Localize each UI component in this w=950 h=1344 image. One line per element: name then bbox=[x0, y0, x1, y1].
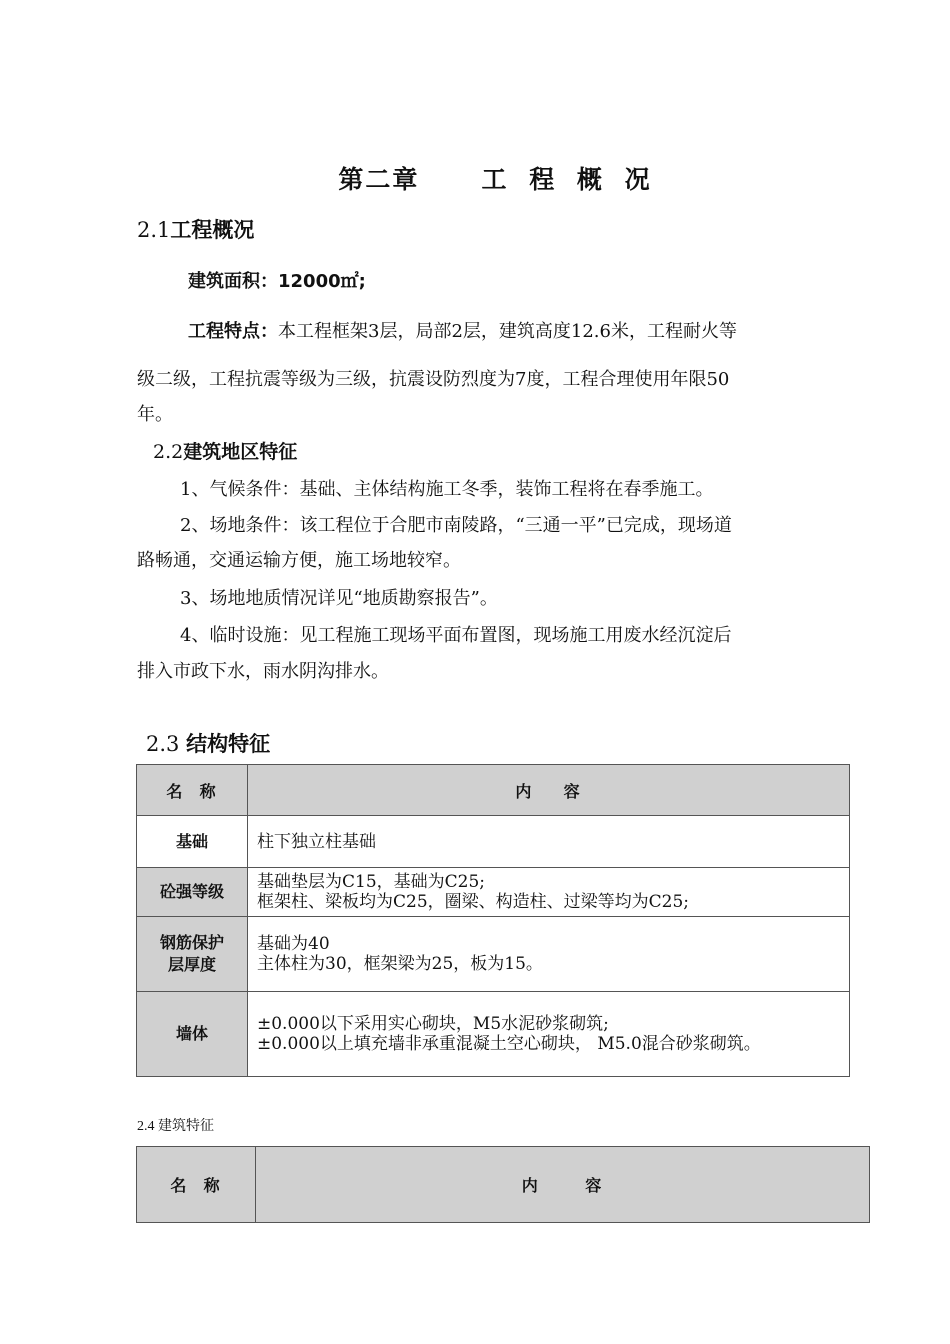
section-2-3-heading bbox=[146, 728, 270, 758]
project-features-label: 工程特点： bbox=[188, 321, 278, 342]
table-header-row bbox=[137, 1147, 870, 1223]
section-title: 结构特征 bbox=[186, 732, 271, 756]
structure-table bbox=[136, 764, 850, 1077]
table-row bbox=[137, 917, 850, 992]
section-title: 建筑地区特征 bbox=[183, 441, 298, 463]
project-features-line-2: 级二级，工程抗震等级为三级，抗震设防烈度为7度，工程合理使用年限50 bbox=[137, 369, 730, 390]
building-features-table bbox=[136, 1146, 870, 1223]
site-condition-item-line-2: 路畅通，交通运输方便，施工场地较窄。 bbox=[137, 550, 461, 571]
section-number: 2.3 bbox=[146, 732, 180, 756]
chapter-title: 第二章 工 程 概 况 bbox=[338, 165, 652, 194]
temporary-facilities-item-line-1: 4、临时设施：见工程施工现场平面布置图，现场施工用废水经沉淀后 bbox=[180, 625, 732, 646]
section-number: 2.1 bbox=[137, 218, 171, 242]
project-features-line-3: 年。 bbox=[137, 404, 173, 425]
geology-item: 3、场地地质情况详见“地质勘察报告”。 bbox=[180, 588, 498, 609]
table-row bbox=[137, 816, 850, 868]
header-content-cell: 内 容 bbox=[256, 1147, 870, 1223]
site-condition-item-line-1: 2、场地条件：该工程位于合肥市南陵路，“三通一平”已完成，现场道 bbox=[180, 515, 732, 536]
row-content-cell bbox=[248, 816, 850, 868]
row-name-cell: 基础 bbox=[137, 816, 248, 868]
table-header-row bbox=[137, 765, 850, 816]
content-line: 主体柱为30，框架梁为25，板为15。 bbox=[257, 954, 543, 974]
content-line: ±0.000以下采用实心砌块，M5水泥砂浆砌筑; bbox=[257, 1014, 609, 1034]
project-features-text-1: 本工程框架3层，局部2层，建筑高度12.6米，工程耐火等 bbox=[278, 321, 737, 342]
section-title: 工程概况 bbox=[170, 218, 255, 242]
table-row bbox=[137, 868, 850, 917]
row-content-cell bbox=[248, 992, 850, 1077]
content-line: 基础为40 bbox=[257, 934, 330, 954]
row-name-line: 钢筋保护 bbox=[159, 933, 224, 952]
row-content-cell bbox=[248, 868, 850, 917]
header-name-cell: 名 称 bbox=[137, 765, 248, 816]
climate-item: 1、气候条件：基础、主体结构施工冬季，装饰工程将在春季施工。 bbox=[180, 479, 714, 500]
section-number: 2.2 bbox=[153, 441, 184, 463]
row-content-cell bbox=[248, 917, 850, 992]
row-name-cell bbox=[137, 917, 248, 992]
content-line: 框架柱、梁板均为C25，圈梁、构造柱、过梁等均为C25; bbox=[257, 892, 690, 912]
header-name-cell: 名 称 bbox=[137, 1147, 256, 1223]
building-area-label: 建筑面积： bbox=[188, 271, 278, 292]
temporary-facilities-item-line-2: 排入市政下水，雨水阴沟排水。 bbox=[137, 661, 389, 682]
content-line: ±0.000以上填充墙非承重混凝土空心砌块， M5.0混合砂浆砌筑。 bbox=[257, 1034, 761, 1054]
section-2-4-caption: 2.4 建筑特征 bbox=[137, 1119, 214, 1134]
row-name-cell: 砼强等级 bbox=[137, 868, 248, 917]
row-name-cell: 墙体 bbox=[137, 992, 248, 1077]
section-2-2-heading bbox=[153, 437, 297, 464]
content-line: 基础垫层为C15，基础为C25; bbox=[257, 872, 486, 892]
project-features-line-1 bbox=[188, 317, 737, 343]
building-area-line bbox=[188, 267, 366, 293]
header-content-cell: 内 容 bbox=[248, 765, 850, 816]
row-name-line: 层厚度 bbox=[167, 955, 216, 974]
section-2-1-heading bbox=[137, 214, 254, 244]
building-area-value: 12000㎡; bbox=[278, 271, 366, 292]
table-row bbox=[137, 992, 850, 1077]
content-line: 柱下独立柱基础 bbox=[257, 831, 376, 852]
